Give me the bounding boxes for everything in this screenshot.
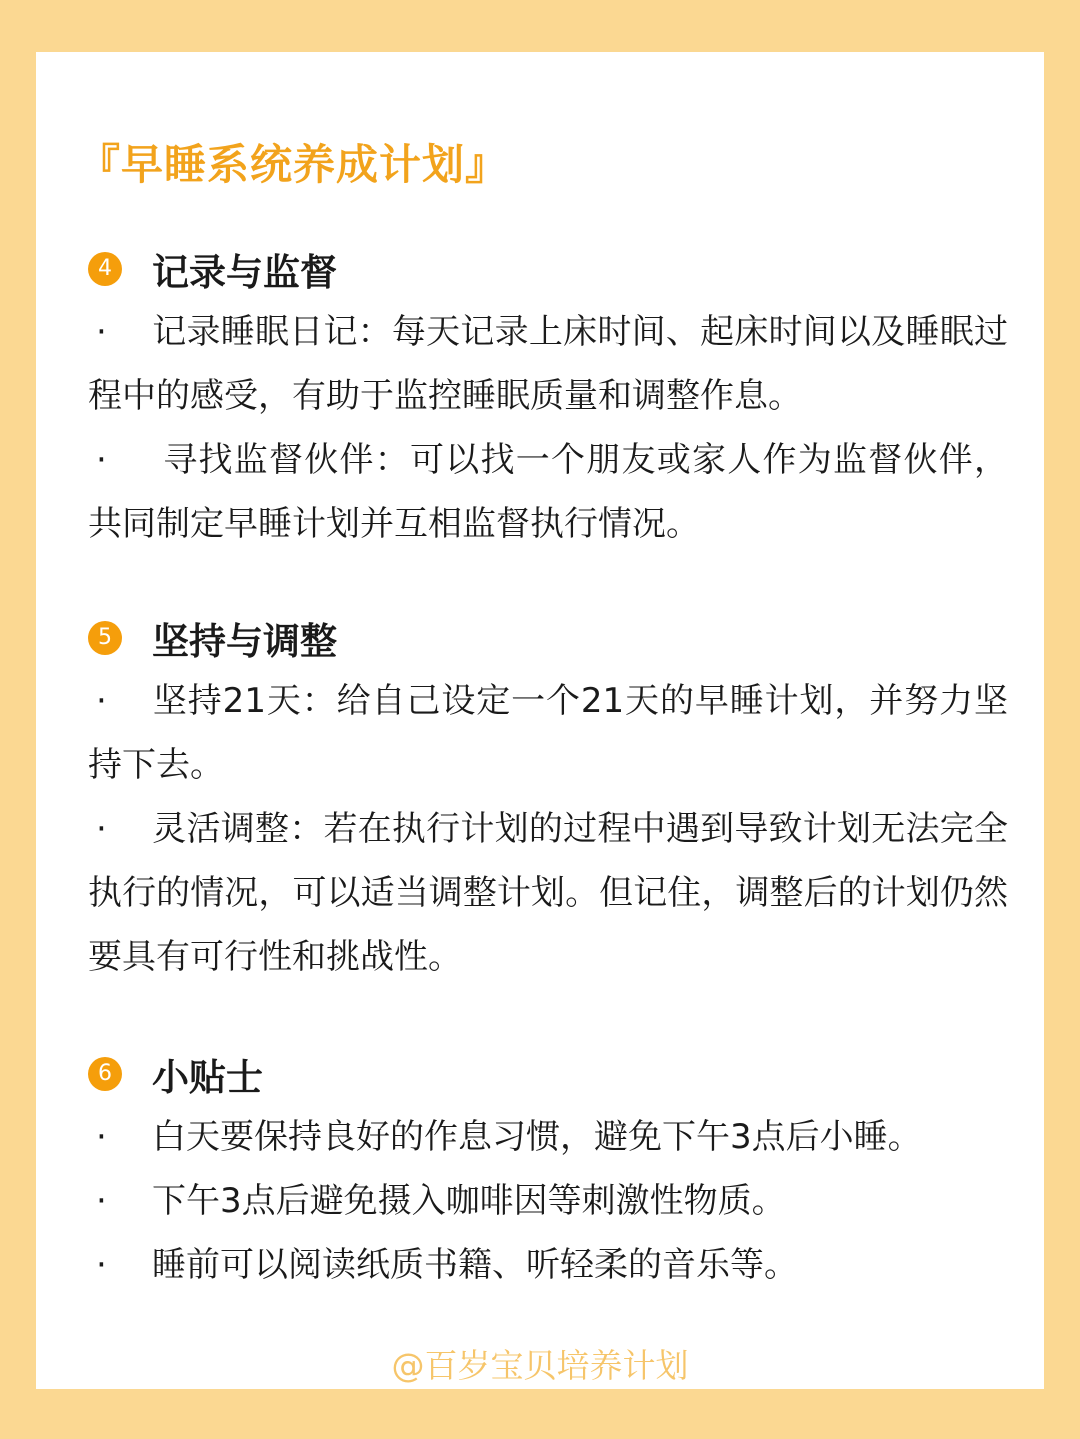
bullet-icon: ·	[96, 1245, 107, 1285]
bullet-icon: ·	[96, 1117, 107, 1157]
list-item	[88, 669, 1008, 797]
section-persist-adjust	[88, 607, 1008, 989]
section-title: 记录与监督	[152, 251, 337, 294]
list-item-text: 睡前可以阅读纸质书籍、听轻柔的音乐等。	[152, 1245, 798, 1285]
number-badge-icon: 6	[88, 1057, 122, 1091]
list-item	[88, 1105, 1008, 1169]
footer-watermark: @百岁宝贝培养计划	[391, 1346, 689, 1385]
list-item	[88, 797, 1008, 989]
section-header	[88, 238, 1008, 300]
list-item-text: 灵活调整：若在执行计划的过程中遇到导致计划无法完全执行的情况，可以适当调整计划。但记住，调整后的计划仍然要具有可行性和挑战性。	[88, 809, 1008, 977]
section-record-supervise	[88, 238, 1008, 556]
list-item	[88, 428, 1008, 556]
list-item-text: 下午3点后避免摄入咖啡因等刺激性物质。	[152, 1181, 786, 1221]
section-header	[88, 607, 1008, 669]
list-item-text: 记录睡眠日记：每天记录上床时间、起床时间以及睡眠过程中的感受，有助于监控睡眠质量和调整作息。	[88, 312, 1008, 416]
section-header	[88, 1043, 1008, 1105]
bullet-icon: ·	[96, 440, 107, 480]
bullet-icon: ·	[96, 809, 107, 849]
section-tips	[88, 1043, 1008, 1297]
number-badge-icon: 5	[88, 621, 122, 655]
bullet-icon: ·	[96, 681, 107, 721]
section-title: 坚持与调整	[152, 620, 337, 663]
content-card	[36, 52, 1044, 1389]
list-item	[88, 1169, 1008, 1233]
page-title: 『早睡系统养成计划』	[78, 140, 509, 189]
list-item-text: 寻找监督伙伴：可以找一个朋友或家人作为监督伙伴，共同制定早睡计划并互相监督执行情况。	[88, 440, 1008, 544]
number-badge-icon: 4	[88, 252, 122, 286]
list-item-text: 白天要保持良好的作息习惯，避免下午3点后小睡。	[152, 1117, 922, 1157]
list-item	[88, 1233, 1008, 1297]
list-item	[88, 300, 1008, 428]
list-item-text: 坚持21天：给自己设定一个21天的早睡计划，并努力坚持下去。	[88, 681, 1008, 785]
bullet-icon: ·	[96, 312, 107, 352]
bullet-icon: ·	[96, 1181, 107, 1221]
section-title: 小贴士	[152, 1056, 263, 1099]
